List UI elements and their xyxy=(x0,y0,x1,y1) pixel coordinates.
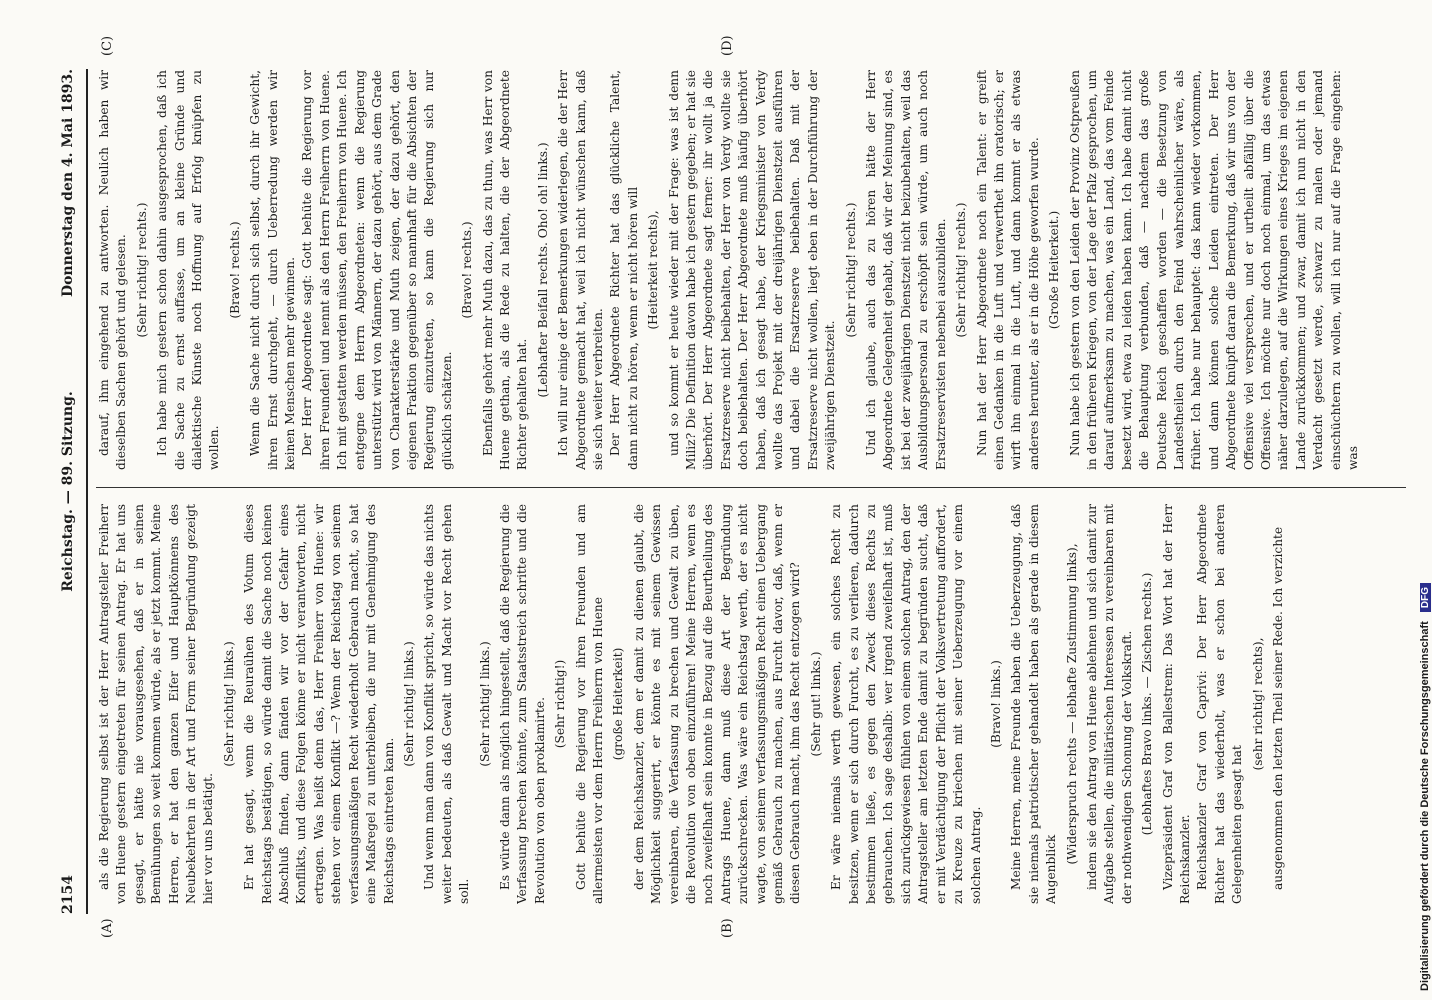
paragraph: der dem Reichskanzler, dem er damit zu dienen glaubt, die Möglichkeit suggerirt, er könnte es mit seinem Gewissen vereinbaren, die Verfassung zu brechen und Gewalt zu üben, die Revolution von oben einzuführen! Meine Herren, wenn es noch zweifelhaft sein konnte in Bezug auf die Beurtheilung des Antrags Huene, dann muß diese Art der Begründung zurückschrecken. Was wäre ein Reichstag werth, der es nicht wagte, von seinem verfassungsmäßigen Recht einen Uebergang gemäß Gebrauch zu machen, aus Furcht davor, daß, wenn er diesen Gebrauch macht, ihm das Recht entzogen wird? xyxy=(631,504,803,904)
interjection: (sehr richtig! rechts), xyxy=(1250,637,1265,771)
paragraph: Reichskanzler Graf von Caprivi: Der Herr Abgeordnete Richter hat das wiederholt, was er schon bei anderen Gelegenheiten gesagt hat xyxy=(1195,504,1245,904)
page-number: 2154 xyxy=(60,875,76,914)
interjection: (Bravo! rechts.) xyxy=(460,221,475,319)
credit-text: Digitalisierung gefördert durch die Deutsche Forschungsgemeinschaft xyxy=(1419,621,1431,991)
margin-mark-b: (B) xyxy=(720,918,735,938)
digitization-credit xyxy=(1410,6,1431,996)
margin-mark-d: (D) xyxy=(720,35,735,56)
paragraph: Er hat gesagt, wenn die Reuraühen des Votum dieses Reichstags bestätigen, so würde damit die Sache noch keinen Abschluß finden, dann fänden wir vor der Gefahr eines Konflikts, und diese Folgen könne er nicht verantworten, nicht ertragen. Was heißt denn das, Herr Freiherr von Huene: wir stehen vor einem Konflikt —? Wenn der Reichstag von seinem verfassungsmäßigen Recht wiederholt Gebrauch macht, so hat eine Maßregel zu unterbleiben, die nur mit Genehmigung des Reichstags eintreten kann. xyxy=(242,504,396,904)
paragraph: und so kommt er heute wieder mit der Frage: was ist denn Miliz? Die Definition davon habe ich gestern gegeben; er hat sie überhört. Der Herr Abgeordnete sagt ferner: ihr wollt ja die Ersatzreserve nicht beibehalten, der Herr von Verdy wollte sie doch beibehalten. Der Herr Abgeordnete muß häufig überhört haben, daß ich gesagt habe, der Kriegsminister von Verdy wollte das Projekt mit der dreijährigen Dienstzeit ausführen und dabei die Ersatzreserve beibehalten. Daß mit der Ersatzreserve nicht wollen, liegt eben in der Durchführung der zweijährigen Dienstzeit. xyxy=(666,70,838,470)
session-date: Donnerstag den 4. Mai 1893. xyxy=(60,69,76,298)
paragraph: Er wäre niemals werth gewesen, ein solches Recht zu besitzen, wenn er sich durch Furcht, es zu verlieren, dadurch bestimmen ließe, es gegen den Zweck dieses Rechts zu gebrauchen. Ich sage deshalb: wer irgend zweifelhaft ist, muß sich zurückgewiesen fühlen von einem solchen Antrag, den der Antragsteller am letzten Ende damit zu begründen sucht, daß er mit Verdächtigung der Pflicht der Volksvertretung auffordert, zu Kreuze zu kriechen mit seiner Ueberzeugung vor einem solchen Antrag. xyxy=(829,504,983,904)
page-header xyxy=(60,69,82,914)
paragraph: Und wenn man dann von Konflikt spricht, so würde das nichts weiter bedeuten, als daß Gewalt und Macht vor Recht gehen soll. xyxy=(422,504,472,904)
paragraph: Nun habe ich gestern von den Leiden der Provinz Ostpreußen in den früheren Kriegen, von der Lage der Pfalz gesprochen, um darauf aufmerksam zu machen, was ein Land, das vom Feinde besetzt wird, etwa zu leiden haben kann. Ich habe damit nicht die Behauptung verbunden, daß — nachdem das große Deutsche Reich geschaffen worden — die Besetzung von Landestheilen durch den Feind wahrscheinlicher wäre, als früher. Ich habe nur behauptet: das kann wieder vorkommen, und dann können solche Leiden eintreten. Der Herr Abgeordnete knüpft daran die Bemerkung, daß wir uns von der Offensive viel versprechen, und er urtheilt abfällig über die Offensive. Ich möchte nur doch noch einmal, um das etwas näher darzulegen, auf die Wirkungen eines Krieges im eigenen Lande zurückkommen; und zwar, damit ich nun nicht in den Verdacht gesetzt werde, schwarz zu malen oder jemand einschüchtern zu wollen, will ich nur auf die Frage eingehen: was xyxy=(1067,70,1361,470)
margin-mark-c: (C) xyxy=(100,35,115,56)
interjection: (Sehr richtig! links.) xyxy=(477,641,492,767)
interjection: (Sehr gut! links.) xyxy=(808,651,823,757)
paragraph: darauf, ihm eingehend zu antworten. Neulich haben wir dieselben Sachen gehört und gelesen. xyxy=(97,70,129,470)
right-text-column xyxy=(96,70,1396,470)
paragraph: Wenn die Sache nicht durch sich selbst, durch ihr Gewicht, ihren Ernst durchgeht, — durch Ueberredung werden wir keinen Menschen mehr gewinnen. xyxy=(248,70,298,470)
interjection: (Sehr richtig! links.) xyxy=(221,641,236,767)
paragraph: Und ich glaube, auch das zu hören hätte der Herr Abgeordnete Gelegenheit gehabt, daß wir der Meinung sind, es ist bei der zweijährigen Dienstzeit nicht beizubehalten, weil das Ausbildungspersonal zu erschöpft sein würde, um auch noch Ersatzreservisten nebenbei auszubilden. xyxy=(864,70,948,470)
interjection: (große Heiterkeit) xyxy=(611,647,626,761)
interjection: (Lebhafter Beifall rechts. Oho! oh! links.) xyxy=(535,142,550,398)
paragraph: indem sie den Antrag von Huene ablehnen und sich damit zur Aufgabe stellen, die militärischen Interessen zu vereinbaren mit der nothwendigen Schonung der Volkskraft. xyxy=(1084,504,1134,904)
interjection: (Große Heiterkeit.) xyxy=(1047,210,1062,330)
left-text-column xyxy=(96,504,1396,904)
interjection: (Bravo! rechts.) xyxy=(227,221,242,319)
paragraph: Der Herr Abgeordnete Richter hat das glückliche Talent, dann nicht zu hören, wenn er nicht hören will xyxy=(608,70,640,470)
paragraph: Ebenfalls gehört mehr Muth dazu, das zu thun, was Herr von Huene gethan, als die Rede zu halten, die der Abgeordnete Richter gehalten hat. xyxy=(480,70,530,470)
interjection: (Heiterkeit rechts), xyxy=(646,210,661,330)
paragraph: Nun hat der Herr Abgeordnete noch ein Talent: er greift einen Gedanken in die Luft und verwerthet ihn oratorisch; er wirft ihn einmal in die Luft, und dann kommt er als etwas anderes herunter, als er in die Höhe geworfen wurde. xyxy=(974,70,1041,470)
interjection: (Sehr richtig! links.) xyxy=(401,641,416,767)
interjection: (Lebhaftes Bravo links. — Zischen rechts.) xyxy=(1140,572,1155,836)
paragraph: Der Herr Abgeordnete sagt: Gott behüte die Regierung vor ihren Freunden! und nennt als den Herrn Freiherrn von Huene. Ich mit gestatten werden müssen, den Freiherrn von Huene. Ich entgegne dem Herrn Abgeordneten: wenn die Regierung unterstützt wird von Männern, der dazu gehört, aus dem Grade von Charakterstärke und Muth zeigen, der dazu gehört, den eigenen Fraktion gegenüber so mannhaft für die Absichten der Regierung einzutreten, so kann die Regierung sich nur glücklich schätzen. xyxy=(300,70,454,470)
header-rule xyxy=(86,69,88,914)
interjection: (Sehr richtig! rechts.) xyxy=(134,202,149,338)
paragraph: Vizepräsident Graf von Ballestrem: Das Wort hat der Herr Reichskanzler. xyxy=(1160,504,1192,904)
column-divider xyxy=(96,487,1406,488)
session-title: Reichstag. — 89. Sitzung. xyxy=(60,391,76,592)
paragraph: ausgenommen den letzten Theil seiner Rede. Ich verzichte xyxy=(1271,526,1285,890)
paragraph: als die Regierung selbst ist der Herr Antragsteller Freiherr von Huene gestern eingetreten für seinen Antrag. Er hat uns gesagt, er hätte nie vorausgesehen, daß er in seinen Bemühungen so weit kommen würde, als er jetzt kommt. Meine Herren, er hat den ganzen Eifer und Hauptkönnens des Neubekehrten in der Art und Form seiner Begründung gezeigt hier vor uns betätigt. xyxy=(97,504,216,904)
interjection: (Sehr richtig! rechts.) xyxy=(954,202,969,338)
paragraph: Meine Herren, meine Freunde haben die Ueberzeugung, daß sie niemals patriotischer gehandelt haben als gerade in diesem Augenblick xyxy=(1009,504,1059,904)
interjection: (Sehr richtig! rechts.) xyxy=(843,202,858,338)
interjection: (Widerspruch rechts — lebhafte Zustimmung links), xyxy=(1064,543,1079,865)
margin-mark-a: (A) xyxy=(100,918,115,938)
paragraph: Ich will nur einige der Bemerkungen widerlegen, die der Herr Abgeordnete gemacht hat, weil ich nicht wünschen kann, daß sie sich weiter verbreiten. xyxy=(556,70,605,470)
paragraph: Es würde dann als möglich hingestellt, daß die Regierung die Verfassung brechen könnte, zum Staatsstreich schritte und die Revolution von oben proklamirte. xyxy=(497,504,547,904)
dfg-logo: DFG xyxy=(1420,583,1431,612)
paragraph: Ich habe mich gestern schon dahin ausgesprochen, daß ich die Sache zu ernst auffasse, um an kleine Gründe und dialektische Künste noch Hoffnung auf Erfolg knüpfen zu wollen. xyxy=(155,70,222,470)
interjection: (Sehr richtig!) xyxy=(553,659,568,749)
paragraph: Gott behüte die Regierung vor ihren Freunden und am allermeisten vor dem Herrn Freiherrn von Huene xyxy=(573,504,605,904)
interjection: (Bravo! links.) xyxy=(988,660,1003,748)
